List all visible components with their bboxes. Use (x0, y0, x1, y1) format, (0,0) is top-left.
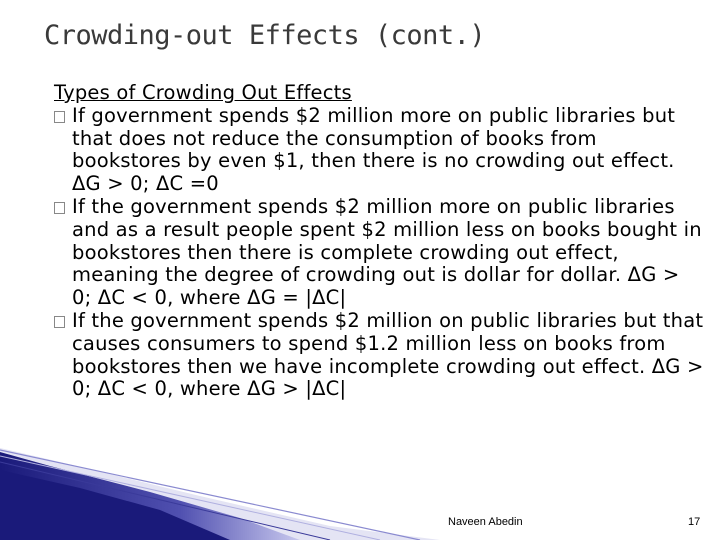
section-subheading: Types of Crowding Out Effects (54, 81, 352, 104)
bullet-item (54, 105, 704, 196)
bullet-box-icon (54, 111, 65, 123)
page-number: 17 (688, 516, 701, 528)
bullet-text: If government spends $2 million more on public libraries but that does not reduce the consumption of books from bookstores by even $1, then there is no crowding out effect. ΔG > 0; ΔC =0 (72, 103, 676, 196)
bullet-item (54, 196, 704, 310)
bullet-box-icon (54, 316, 65, 328)
bullet-box-icon (54, 202, 65, 214)
bullet-text: If the government spends $2 million on public libraries but that causes consumers to spend $1.2 million less on books from bookstores then we have incomplete crowding out effect. ΔG > 0; ΔC < 0, where ΔG > |ΔC| (72, 308, 704, 401)
bullet-text: If the government spends $2 million more on public libraries and as a result people spent $2 million less on books bought in bookstores then there is complete crowding out effect, meaning the degree of crowding out is dollar for dollar. ΔG > 0; ΔC < 0, where ΔG = |ΔC| (72, 194, 702, 310)
bullet-item (54, 310, 704, 401)
slide-body (54, 82, 704, 401)
decorative-swoosh (0, 448, 720, 540)
slide-title: Crowding-out Effects (cont.) (44, 20, 486, 51)
footer-author: Naveen Abedin (448, 516, 523, 528)
